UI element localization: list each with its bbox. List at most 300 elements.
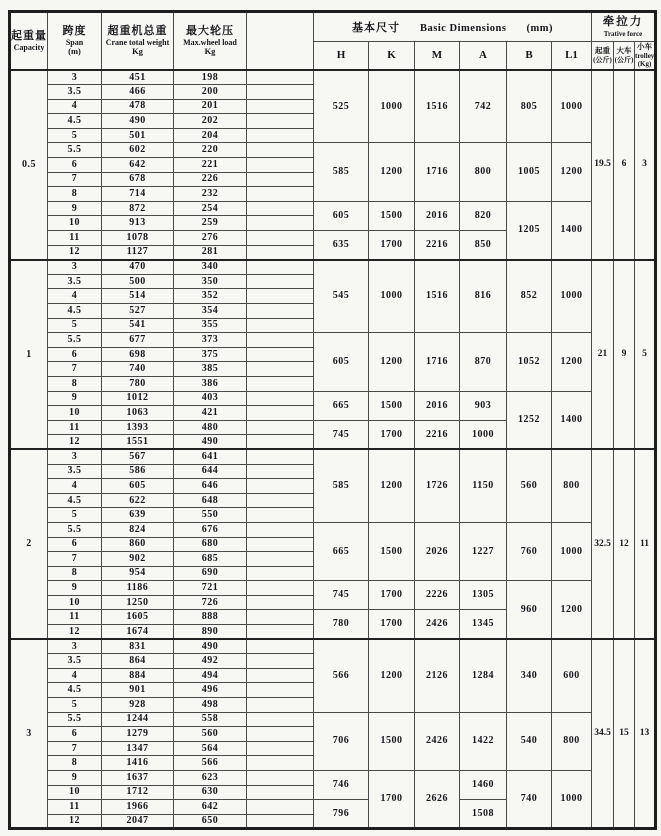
blank-cell xyxy=(247,333,314,348)
crane-weight-cell: 1127 xyxy=(102,245,174,260)
dim-H-cell: 780 xyxy=(314,610,369,639)
crane-weight-cell: 824 xyxy=(102,522,174,537)
blank-cell xyxy=(247,201,314,216)
crane-weight-cell: 2047 xyxy=(102,814,174,829)
span-cell: 4 xyxy=(48,289,102,304)
trative-hoist-label: 起重 xyxy=(595,46,610,56)
blank-cell xyxy=(247,435,314,450)
dim-M-cell: 2016 xyxy=(415,201,460,230)
wheel-load-cell: 403 xyxy=(174,391,247,406)
wheel-load-cell: 644 xyxy=(174,464,247,479)
blank-column-header xyxy=(247,12,314,71)
dim-K-cell: 1200 xyxy=(369,143,415,201)
blank-cell xyxy=(247,610,314,625)
span-cell: 7 xyxy=(48,552,102,567)
blank-cell xyxy=(247,260,314,275)
dim-L1-cell: 1000 xyxy=(552,70,592,143)
span-cell: 5.5 xyxy=(48,712,102,727)
crane-weight-cell: 780 xyxy=(102,376,174,391)
capacity-cell: 1 xyxy=(10,260,48,450)
crane-weight-cell: 901 xyxy=(102,683,174,698)
wheel-load-cell: 560 xyxy=(174,727,247,742)
wheel-load-cell: 566 xyxy=(174,756,247,771)
table-row xyxy=(10,70,656,85)
trative-cart-cell: 6 xyxy=(614,70,635,260)
wheel-load-cell: 204 xyxy=(174,128,247,143)
dim-L1-cell: 1200 xyxy=(552,333,592,391)
crane-weight-cell: 514 xyxy=(102,289,174,304)
dim-col-K-header: K xyxy=(369,42,415,71)
trative-force-header xyxy=(592,12,656,42)
crane-weight-cell: 1637 xyxy=(102,771,174,786)
crane-weight-cell: 1012 xyxy=(102,391,174,406)
crane-weight-cell: 1674 xyxy=(102,625,174,640)
wheel-load-cell: 496 xyxy=(174,683,247,698)
crane-weight-cell: 1186 xyxy=(102,581,174,596)
dim-A-cell: 1150 xyxy=(460,449,507,522)
wheel-load-cell: 259 xyxy=(174,216,247,231)
wheel-load-cell: 355 xyxy=(174,318,247,333)
table-row xyxy=(10,449,656,464)
wheel-load-cell: 642 xyxy=(174,800,247,815)
blank-cell xyxy=(247,639,314,654)
dim-A-cell: 1305 xyxy=(460,581,507,610)
blank-cell xyxy=(247,347,314,362)
span-cell: 9 xyxy=(48,391,102,406)
span-column-header xyxy=(48,12,102,71)
span-cell: 10 xyxy=(48,216,102,231)
crane-weight-cell: 622 xyxy=(102,493,174,508)
wheel-load-cell: 650 xyxy=(174,814,247,829)
dim-M-cell: 2216 xyxy=(415,420,460,449)
dim-K-cell: 1000 xyxy=(369,260,415,333)
blank-cell xyxy=(247,625,314,640)
dim-M-cell: 2426 xyxy=(415,712,460,770)
dim-B-cell: 852 xyxy=(507,260,552,333)
dim-L1-cell: 800 xyxy=(552,449,592,522)
span-label-zh: 跨度 xyxy=(62,24,87,37)
dim-col-B-header: B xyxy=(507,42,552,71)
wheel-load-cell: 721 xyxy=(174,581,247,596)
span-cell: 7 xyxy=(48,741,102,756)
wheel-load-cell: 220 xyxy=(174,143,247,158)
blank-cell xyxy=(247,245,314,260)
blank-cell xyxy=(247,493,314,508)
wheel-unit: Kg xyxy=(204,46,216,57)
dim-K-cell: 1500 xyxy=(369,522,415,580)
dim-H-cell: 605 xyxy=(314,201,369,230)
trative-trolley-cell: 11 xyxy=(635,449,656,639)
span-cell: 3 xyxy=(48,260,102,275)
dim-H-cell: 706 xyxy=(314,712,369,770)
wheel-load-cell: 276 xyxy=(174,231,247,246)
blank-cell xyxy=(247,391,314,406)
span-cell: 12 xyxy=(48,435,102,450)
span-cell: 8 xyxy=(48,756,102,771)
dim-H-cell: 566 xyxy=(314,639,369,712)
trative-trolley-header xyxy=(635,42,656,71)
dim-col-M-header: M xyxy=(415,42,460,71)
span-cell: 10 xyxy=(48,595,102,610)
crane-weight-cell: 1347 xyxy=(102,741,174,756)
wheel-load-cell: 646 xyxy=(174,479,247,494)
span-cell: 3 xyxy=(48,449,102,464)
trative-trolley-cell: 3 xyxy=(635,70,656,260)
span-cell: 3.5 xyxy=(48,85,102,100)
dim-M-cell: 2626 xyxy=(415,771,460,829)
dim-K-cell: 1700 xyxy=(369,420,415,449)
blank-cell xyxy=(247,756,314,771)
wheel-label-en: Max.wheel load xyxy=(183,38,237,48)
crane-weight-cell: 740 xyxy=(102,362,174,377)
crane-weight-cell: 1078 xyxy=(102,231,174,246)
blank-cell xyxy=(247,406,314,421)
span-cell: 5.5 xyxy=(48,333,102,348)
wheel-load-cell: 690 xyxy=(174,566,247,581)
crane-weight-cell: 1250 xyxy=(102,595,174,610)
crane-weight-cell: 639 xyxy=(102,508,174,523)
blank-cell xyxy=(247,654,314,669)
dim-B-cell: 1205 xyxy=(507,201,552,259)
crane-weight-cell: 567 xyxy=(102,449,174,464)
trative-cart-cell: 12 xyxy=(614,449,635,639)
wheel-load-cell: 623 xyxy=(174,771,247,786)
crane-weight-cell: 466 xyxy=(102,85,174,100)
blank-cell xyxy=(247,552,314,567)
span-cell: 7 xyxy=(48,362,102,377)
dim-A-cell: 800 xyxy=(460,143,507,201)
dim-A-cell: 903 xyxy=(460,391,507,420)
span-cell: 4.5 xyxy=(48,493,102,508)
wheel-load-cell: 200 xyxy=(174,85,247,100)
table-row xyxy=(10,391,656,406)
span-cell: 11 xyxy=(48,231,102,246)
crane-weight-cell: 527 xyxy=(102,304,174,319)
trative-cart-unit: (公斤) xyxy=(614,55,634,64)
basic-dimensions-header xyxy=(314,12,592,42)
capacity-label-zh: 起重量 xyxy=(11,29,47,42)
span-cell: 3.5 xyxy=(48,654,102,669)
table-row xyxy=(10,771,656,786)
span-cell: 8 xyxy=(48,376,102,391)
blank-cell xyxy=(247,216,314,231)
dim-A-cell: 1422 xyxy=(460,712,507,770)
trative-hoist-cell: 21 xyxy=(592,260,614,450)
capacity-label-en: Capacity xyxy=(13,43,45,52)
wheel-load-cell: 890 xyxy=(174,625,247,640)
blank-cell xyxy=(247,143,314,158)
wheel-load-cell: 888 xyxy=(174,610,247,625)
wheel-load-cell: 685 xyxy=(174,552,247,567)
blank-cell xyxy=(247,727,314,742)
dim-H-cell: 605 xyxy=(314,333,369,391)
table-row xyxy=(10,143,656,158)
crane-weight-cell: 470 xyxy=(102,260,174,275)
span-cell: 5 xyxy=(48,698,102,713)
span-cell: 3.5 xyxy=(48,464,102,479)
span-cell: 4 xyxy=(48,99,102,114)
dim-B-cell: 760 xyxy=(507,522,552,580)
blank-cell xyxy=(247,376,314,391)
wheel-load-cell: 648 xyxy=(174,493,247,508)
blank-cell xyxy=(247,85,314,100)
crane-weight-cell: 1605 xyxy=(102,610,174,625)
blank-cell xyxy=(247,595,314,610)
dim-A-cell: 870 xyxy=(460,333,507,391)
dim-col-H-header: H xyxy=(314,42,369,71)
wheel-load-cell: 354 xyxy=(174,304,247,319)
span-cell: 4.5 xyxy=(48,304,102,319)
span-cell: 11 xyxy=(48,610,102,625)
capacity-section-0.5 xyxy=(10,70,656,260)
crane-weight-cell: 1244 xyxy=(102,712,174,727)
crane-weight-cell: 1279 xyxy=(102,727,174,742)
wheel-load-cell: 386 xyxy=(174,376,247,391)
wheel-load-cell: 373 xyxy=(174,333,247,348)
span-cell: 6 xyxy=(48,537,102,552)
table-header xyxy=(10,12,656,71)
dim-H-cell: 746 xyxy=(314,771,369,800)
table-row xyxy=(10,581,656,596)
crane-weight-cell: 1712 xyxy=(102,785,174,800)
table-row xyxy=(10,260,656,275)
crane-weight-cell: 602 xyxy=(102,143,174,158)
wheel-load-column-header xyxy=(174,12,247,71)
wheel-load-cell: 564 xyxy=(174,741,247,756)
weight-label-en: Crane total weight xyxy=(105,38,170,48)
dim-K-cell: 1700 xyxy=(369,771,415,829)
dim-L1-cell: 1000 xyxy=(552,260,592,333)
dim-M-cell: 2026 xyxy=(415,522,460,580)
span-cell: 11 xyxy=(48,420,102,435)
crane-weight-cell: 642 xyxy=(102,158,174,173)
blank-cell xyxy=(247,304,314,319)
dim-B-cell: 805 xyxy=(507,70,552,143)
span-unit: (m) xyxy=(68,46,81,57)
wheel-load-cell: 221 xyxy=(174,158,247,173)
span-cell: 3.5 xyxy=(48,274,102,289)
crane-weight-cell: 831 xyxy=(102,639,174,654)
dim-H-cell: 525 xyxy=(314,70,369,143)
blank-cell xyxy=(247,464,314,479)
header-row-top xyxy=(10,12,656,42)
blank-cell xyxy=(247,785,314,800)
blank-cell xyxy=(247,128,314,143)
blank-cell xyxy=(247,479,314,494)
crane-specification-table xyxy=(8,10,657,830)
dim-L1-cell: 1400 xyxy=(552,391,592,449)
crane-weight-cell: 864 xyxy=(102,654,174,669)
dim-A-cell: 742 xyxy=(460,70,507,143)
blank-cell xyxy=(247,522,314,537)
dim-L1-cell: 1400 xyxy=(552,201,592,259)
wheel-load-cell: 480 xyxy=(174,420,247,435)
dim-L1-cell: 800 xyxy=(552,712,592,770)
blank-cell xyxy=(247,741,314,756)
blank-cell xyxy=(247,449,314,464)
span-cell: 10 xyxy=(48,406,102,421)
trative-hoist-cell: 34.5 xyxy=(592,639,614,829)
span-cell: 4 xyxy=(48,479,102,494)
wheel-load-cell: 726 xyxy=(174,595,247,610)
crane-weight-cell: 677 xyxy=(102,333,174,348)
crane-weight-cell: 698 xyxy=(102,347,174,362)
crane-weight-cell: 678 xyxy=(102,172,174,187)
trative-hoist-cell: 19.5 xyxy=(592,70,614,260)
dim-K-cell: 1200 xyxy=(369,449,415,522)
crane-weight-cell: 605 xyxy=(102,479,174,494)
span-cell: 8 xyxy=(48,566,102,581)
table-row xyxy=(10,333,656,348)
blank-cell xyxy=(247,771,314,786)
wheel-load-cell: 352 xyxy=(174,289,247,304)
dim-A-cell: 1227 xyxy=(460,522,507,580)
dims-label-zh: 基本尺寸 xyxy=(352,22,401,34)
crane-weight-cell: 1393 xyxy=(102,420,174,435)
span-cell: 4.5 xyxy=(48,683,102,698)
dim-L1-cell: 1000 xyxy=(552,771,592,829)
trative-trolley-label: 小车 xyxy=(637,42,653,52)
crane-weight-cell: 884 xyxy=(102,668,174,683)
crane-weight-cell: 872 xyxy=(102,201,174,216)
crane-weight-cell: 500 xyxy=(102,274,174,289)
wheel-load-cell: 421 xyxy=(174,406,247,421)
weight-unit: Kg xyxy=(132,46,143,57)
span-cell: 4 xyxy=(48,668,102,683)
crane-weight-cell: 501 xyxy=(102,128,174,143)
dim-col-A-header: A xyxy=(460,42,507,71)
dim-L1-cell: 1200 xyxy=(552,143,592,201)
trative-trolley-cell: 13 xyxy=(635,639,656,829)
weight-label-zh: 超重机总重 xyxy=(107,24,168,37)
wheel-load-cell: 198 xyxy=(174,70,247,85)
blank-cell xyxy=(247,420,314,435)
span-cell: 5 xyxy=(48,318,102,333)
dim-H-cell: 665 xyxy=(314,391,369,420)
dim-A-cell: 820 xyxy=(460,201,507,230)
table-row xyxy=(10,522,656,537)
crane-weight-cell: 451 xyxy=(102,70,174,85)
dim-A-cell: 1345 xyxy=(460,610,507,639)
wheel-load-cell: 490 xyxy=(174,435,247,450)
dim-B-cell: 1252 xyxy=(507,391,552,449)
crane-weight-cell: 954 xyxy=(102,566,174,581)
wheel-load-cell: 558 xyxy=(174,712,247,727)
wheel-load-cell: 201 xyxy=(174,99,247,114)
blank-cell xyxy=(247,668,314,683)
dim-M-cell: 2216 xyxy=(415,231,460,260)
crane-weight-cell: 714 xyxy=(102,187,174,202)
capacity-cell: 0.5 xyxy=(10,70,48,260)
crane-weight-cell: 1063 xyxy=(102,406,174,421)
dim-K-cell: 1200 xyxy=(369,333,415,391)
blank-cell xyxy=(247,698,314,713)
dim-M-cell: 1516 xyxy=(415,260,460,333)
span-cell: 7 xyxy=(48,172,102,187)
crane-weight-cell: 1966 xyxy=(102,800,174,815)
trative-label-zh: 牵拉力 xyxy=(602,16,644,29)
dims-unit: (mm) xyxy=(526,23,553,34)
dim-M-cell: 1716 xyxy=(415,143,460,201)
dim-M-cell: 2426 xyxy=(415,610,460,639)
span-cell: 9 xyxy=(48,201,102,216)
capacity-section-3 xyxy=(10,639,656,829)
dim-H-cell: 585 xyxy=(314,449,369,522)
blank-cell xyxy=(247,683,314,698)
wheel-load-cell: 498 xyxy=(174,698,247,713)
wheel-load-cell: 350 xyxy=(174,274,247,289)
capacity-cell: 3 xyxy=(10,639,48,829)
dim-B-cell: 960 xyxy=(507,581,552,639)
dim-col-L1-header: L1 xyxy=(552,42,592,71)
capacity-section-1 xyxy=(10,260,656,450)
capacity-column-header xyxy=(10,12,48,71)
span-cell: 6 xyxy=(48,158,102,173)
blank-cell xyxy=(247,231,314,246)
blank-cell xyxy=(247,508,314,523)
trative-trolley-en: trolley xyxy=(635,51,655,60)
dim-K-cell: 1700 xyxy=(369,610,415,639)
blank-cell xyxy=(247,289,314,304)
dim-H-cell: 796 xyxy=(314,800,369,829)
span-cell: 10 xyxy=(48,785,102,800)
trative-cart-label: 大车 xyxy=(616,46,632,56)
dim-H-cell: 545 xyxy=(314,260,369,333)
trative-hoist-header xyxy=(592,42,614,71)
wheel-load-cell: 550 xyxy=(174,508,247,523)
crane-weight-cell: 860 xyxy=(102,537,174,552)
capacity-section-2 xyxy=(10,449,656,639)
dim-A-cell: 816 xyxy=(460,260,507,333)
span-cell: 9 xyxy=(48,771,102,786)
dim-K-cell: 1700 xyxy=(369,231,415,260)
dim-K-cell: 1500 xyxy=(369,391,415,420)
wheel-load-cell: 676 xyxy=(174,522,247,537)
span-cell: 5 xyxy=(48,128,102,143)
dim-B-cell: 540 xyxy=(507,712,552,770)
trative-trolley-cell: 5 xyxy=(635,260,656,450)
trative-hoist-cell: 32.5 xyxy=(592,449,614,639)
blank-cell xyxy=(247,274,314,289)
blank-cell xyxy=(247,158,314,173)
trative-trolley-unit: (Kg) xyxy=(637,59,652,68)
span-cell: 8 xyxy=(48,187,102,202)
crane-weight-cell: 541 xyxy=(102,318,174,333)
dim-B-cell: 340 xyxy=(507,639,552,712)
dim-H-cell: 745 xyxy=(314,420,369,449)
blank-cell xyxy=(247,70,314,85)
dim-K-cell: 1500 xyxy=(369,201,415,230)
dim-L1-cell: 1200 xyxy=(552,581,592,639)
dim-M-cell: 1726 xyxy=(415,449,460,522)
dim-B-cell: 560 xyxy=(507,449,552,522)
span-cell: 6 xyxy=(48,727,102,742)
wheel-load-cell: 375 xyxy=(174,347,247,362)
blank-cell xyxy=(247,362,314,377)
wheel-load-cell: 385 xyxy=(174,362,247,377)
blank-cell xyxy=(247,566,314,581)
wheel-load-cell: 630 xyxy=(174,785,247,800)
span-cell: 9 xyxy=(48,581,102,596)
span-cell: 12 xyxy=(48,245,102,260)
dim-M-cell: 2016 xyxy=(415,391,460,420)
wheel-load-cell: 492 xyxy=(174,654,247,669)
dim-A-cell: 1508 xyxy=(460,800,507,829)
span-cell: 5.5 xyxy=(48,143,102,158)
trative-hoist-unit: (公斤) xyxy=(593,55,612,64)
span-cell: 5 xyxy=(48,508,102,523)
dim-M-cell: 1716 xyxy=(415,333,460,391)
